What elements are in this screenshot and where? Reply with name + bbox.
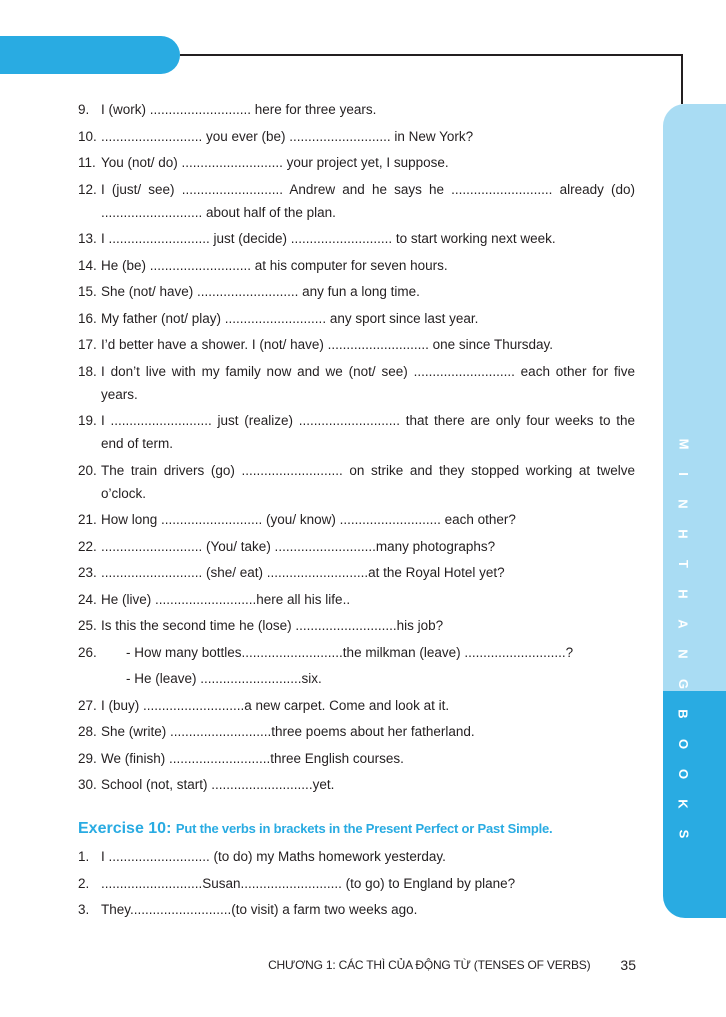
item-number: 26.: [78, 644, 97, 660]
exercise-item: [78, 720, 635, 743]
item-number: 30.: [78, 777, 97, 792]
exercise-item: [78, 561, 635, 584]
item-number: 19.: [78, 413, 97, 428]
side-letter: H: [675, 589, 691, 599]
side-letter: N: [675, 499, 691, 509]
item-number: 21.: [78, 512, 97, 527]
exercise-item: [78, 360, 635, 406]
exercise-10-heading: [78, 818, 658, 840]
item-text: - How many bottles...........................the milkman (leave) ...........................?: [126, 644, 574, 660]
item-text: I’d better have a shower. I (not/ have) ........................... one since Thursday.: [101, 337, 553, 352]
side-letter: H: [675, 529, 691, 539]
item-number: 23.: [78, 565, 97, 580]
exercise-item: [78, 151, 635, 174]
item-text: ........................... (You/ take) ...........................many photographs?: [101, 538, 496, 554]
item-number: 24.: [78, 591, 97, 607]
exercise-item: [78, 747, 635, 770]
item-text: She (write) ...........................three poems about her fatherland.: [101, 724, 475, 739]
item-number: 11.: [78, 155, 96, 170]
exercise-item: [78, 409, 635, 455]
item-text: I don’t live with my family now and we (not/ see) ........................... each other for five years.: [101, 363, 635, 402]
side-letter: G: [676, 678, 691, 690]
item-text: How long ........................... (you/ know) ........................... each other?: [101, 512, 516, 527]
page-number: 35: [620, 957, 636, 973]
item-text: Is this the second time he (lose) ...........................his job?: [101, 618, 444, 633]
side-letter: I: [676, 472, 691, 476]
item-text: ........................... (she/ eat) ...........................at the Royal Hotel yet?: [101, 565, 505, 580]
item-text: - He (leave) ...........................six.: [126, 671, 322, 686]
exercise-label: Exercise 10:: [78, 820, 172, 837]
item-number: 16.: [78, 310, 97, 326]
exercise-item: [78, 125, 635, 148]
item-number: 27.: [78, 697, 97, 713]
side-letter: T: [675, 560, 691, 568]
exercise-item: [78, 898, 635, 921]
side-letter: M: [676, 438, 691, 450]
exercise-item: [78, 614, 635, 637]
item-number: 2.: [78, 875, 90, 891]
exercise-item: [78, 178, 635, 224]
item-number: 14.: [78, 257, 97, 273]
exercise-item: [78, 254, 635, 277]
exercise-item: [78, 227, 635, 250]
page-footer: [268, 955, 636, 975]
header-rule: [180, 54, 682, 56]
item-number: 28.: [78, 724, 97, 739]
exercise-9-list: [78, 98, 635, 800]
exercise-10-list: [78, 845, 635, 925]
item-text: They...........................(to visit) a farm two weeks ago.: [101, 902, 418, 917]
exercise-item: [78, 280, 635, 303]
exercise-item: [78, 535, 635, 558]
item-number: 17.: [78, 337, 97, 352]
item-number: 25.: [78, 618, 97, 633]
exercise-item: [78, 459, 635, 505]
exercise-instruction: Put the verbs in brackets in the Present Perfect or Past Simple.: [175, 821, 553, 836]
exercise-item: [78, 641, 635, 664]
side-letter: B: [675, 709, 691, 719]
exercise-item: [78, 333, 635, 356]
exercise-item: [78, 588, 635, 611]
item-text: My father (not/ play) ........................... any sport since last year.: [101, 310, 479, 326]
side-letter: O: [676, 768, 691, 780]
item-text: I ........................... (to do) my Maths homework yesterday.: [101, 849, 446, 864]
item-number: 13.: [78, 231, 97, 246]
item-text: She (not/ have) ........................... any fun a long time.: [101, 284, 420, 299]
item-text: The train drivers (go) ........................... on strike and they stopped working at twelve o’clock.: [101, 462, 635, 501]
side-letter: S: [675, 829, 691, 839]
item-number: 29.: [78, 750, 97, 766]
item-text: You (not/ do) ........................... your project yet, I suppose.: [101, 155, 449, 170]
item-text: I ........................... just (realize) ........................... that there are only four weeks to the end of term.: [101, 413, 635, 451]
item-text: I (work) ........................... here for three years.: [101, 102, 377, 117]
item-text: I (buy) ...........................a new carpet. Come and look at it.: [101, 697, 450, 713]
header-tab: [0, 36, 180, 74]
item-text: I ........................... just (decide) ........................... to start working next week.: [101, 231, 556, 246]
item-text: ........................... you ever (be) ........................... in New York?: [101, 128, 474, 144]
item-number: 15.: [78, 284, 97, 299]
exercise-item: [78, 773, 635, 796]
exercise-item: [78, 872, 635, 895]
item-text: He (live) ...........................here all his life..: [101, 591, 351, 607]
item-text: He (be) ........................... at his computer for seven hours.: [101, 257, 448, 273]
item-number: 3.: [78, 902, 90, 917]
item-number: 10.: [78, 128, 97, 144]
side-letter: K: [675, 799, 691, 809]
item-number: 12.: [78, 181, 97, 197]
item-text: We (finish) ...........................three English courses.: [101, 750, 404, 766]
item-number: 22.: [78, 538, 97, 554]
side-letter: N: [675, 649, 691, 659]
item-text: ...........................Susan........................... (to go) to England by plane?: [101, 875, 516, 891]
exercise-item: [78, 694, 635, 717]
item-number: 1.: [78, 849, 90, 864]
exercise-item-continuation: [78, 667, 635, 690]
item-number: 9.: [78, 102, 90, 117]
item-number: 20.: [78, 462, 97, 478]
exercise-item: [78, 508, 635, 531]
side-brand-text: [663, 436, 703, 856]
item-text: School (not, start) ...........................yet.: [101, 777, 335, 792]
side-letter: A: [675, 619, 691, 629]
side-brand-tab: [663, 104, 726, 918]
header-rule-corner: [681, 54, 683, 104]
exercise-item: [78, 307, 635, 330]
item-text: I (just/ see) ........................... Andrew and he says he ........................... already (do) ........................... about half of the plan.: [101, 181, 635, 220]
chapter-title: CHƯƠNG 1: CÁC THÌ CỦA ĐỘNG TỪ (TENSES OF VERBS): [268, 958, 591, 972]
exercise-item: [78, 98, 635, 121]
side-letter: O: [676, 738, 691, 750]
exercise-item: [78, 845, 635, 868]
item-number: 18.: [78, 363, 97, 379]
